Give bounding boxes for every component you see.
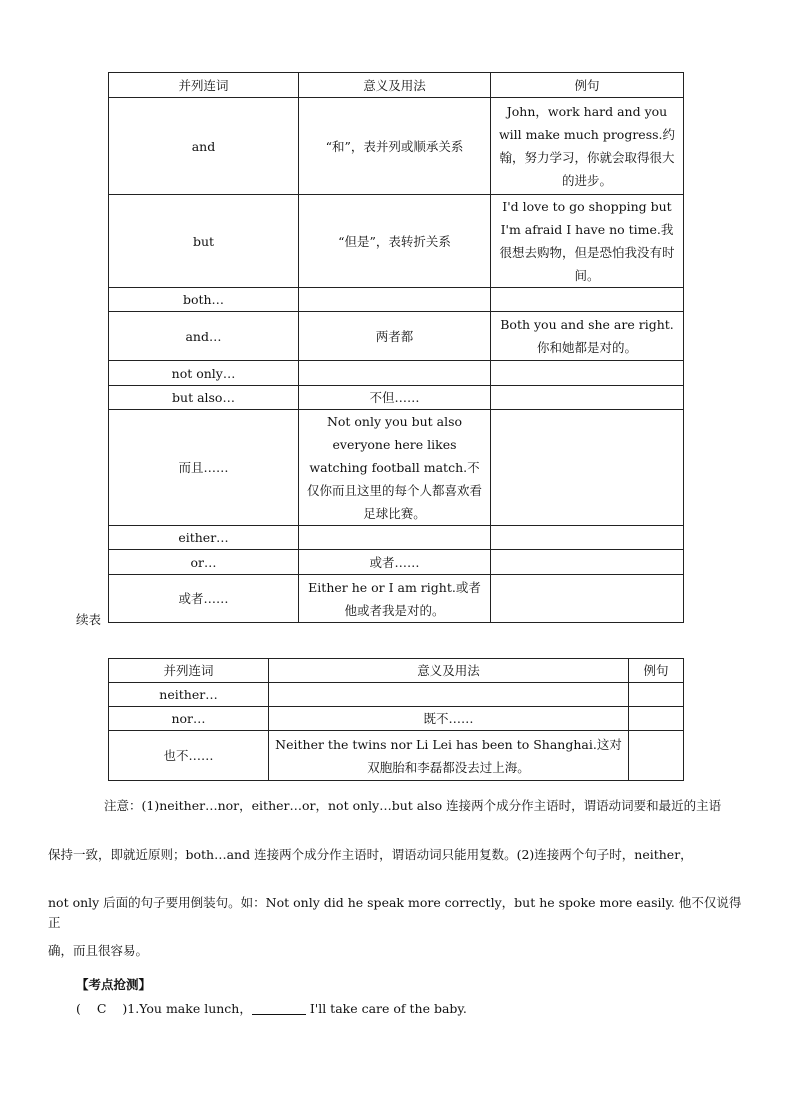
meaning-cell bbox=[269, 683, 629, 707]
header-conjunction: 并列连词 bbox=[109, 73, 299, 98]
conjunction-cell: and… bbox=[109, 312, 299, 361]
header-example: 例句 bbox=[629, 659, 684, 683]
meaning-cell: Not only you but also everyone here likes watching football match.不仅你而且这里的每个人都喜欢看足球比赛。 bbox=[299, 410, 491, 526]
conjunction-cell: and bbox=[109, 98, 299, 195]
meaning-cell: Neither the twins nor Li Lei has been to Shanghai.这对双胞胎和李磊都没去过上海。 bbox=[269, 731, 629, 781]
conjunction-cell: neither… bbox=[109, 683, 269, 707]
table-row bbox=[109, 312, 684, 361]
answer-paren-open: ( bbox=[76, 1001, 81, 1016]
conjunction-cell: but bbox=[109, 195, 299, 288]
meaning-cell bbox=[299, 288, 491, 312]
header-conjunction: 并列连词 bbox=[109, 659, 269, 683]
conjunction-cell: either… bbox=[109, 526, 299, 550]
question-text-after: I'll take care of the baby. bbox=[309, 1001, 467, 1016]
table-row bbox=[109, 731, 684, 781]
answer-choice: C bbox=[96, 1001, 107, 1016]
example-cell bbox=[629, 731, 684, 781]
example-cell bbox=[491, 386, 684, 410]
conjunction-cell: 而且…… bbox=[109, 410, 299, 526]
example-cell bbox=[491, 410, 684, 526]
question-1 bbox=[76, 999, 467, 1019]
meaning-cell: Either he or I am right.或者他或者我是对的。 bbox=[299, 575, 491, 623]
meaning-cell: 不但…… bbox=[299, 386, 491, 410]
example-cell: I'd love to go shopping but I'm afraid I have no time.我很想去购物，但是恐怕我没有时间。 bbox=[491, 195, 684, 288]
meaning-cell: 两者都 bbox=[299, 312, 491, 361]
table-row bbox=[109, 707, 684, 731]
question-number: 1. bbox=[127, 1001, 140, 1016]
meaning-cell: 或者…… bbox=[299, 550, 491, 575]
example-cell bbox=[629, 683, 684, 707]
example-cell bbox=[629, 707, 684, 731]
meaning-cell bbox=[299, 526, 491, 550]
table-row bbox=[109, 683, 684, 707]
example-cell bbox=[491, 526, 684, 550]
table-row bbox=[109, 410, 684, 526]
continued-label: 续表 bbox=[76, 612, 102, 627]
example-cell: John，work hard and you will make much progress.约翰，努力学习，你就会取得很大的进步。 bbox=[491, 98, 684, 195]
conjunction-table bbox=[108, 72, 684, 623]
conjunction-cell: or… bbox=[109, 550, 299, 575]
table-header-row bbox=[109, 73, 684, 98]
table-row bbox=[109, 98, 684, 195]
section-title: 【考点抢测】 bbox=[76, 977, 152, 992]
table-row bbox=[109, 288, 684, 312]
example-cell: Both you and she are right.你和她都是对的。 bbox=[491, 312, 684, 361]
question-text-before: You make lunch， bbox=[139, 1001, 252, 1016]
note-line-3: not only 后面的句子要用倒装句。如：Not only did he speak more correctly，but he spoke more easily. 他不仅说得正 bbox=[48, 895, 742, 930]
meaning-cell: 既不…… bbox=[269, 707, 629, 731]
table-row bbox=[109, 526, 684, 550]
conjunction-table-continued bbox=[108, 658, 684, 781]
table-row bbox=[109, 575, 684, 623]
meaning-cell bbox=[299, 361, 491, 386]
answer-paren-close: ) bbox=[122, 1001, 128, 1016]
conjunction-cell: but also… bbox=[109, 386, 299, 410]
conjunction-cell: both… bbox=[109, 288, 299, 312]
conjunction-cell: 或者…… bbox=[109, 575, 299, 623]
header-example: 例句 bbox=[491, 73, 684, 98]
note-line-4: 确，而且很容易。 bbox=[48, 943, 149, 958]
note-line-2: 保持一致，即就近原则；both…and 连接两个成分作主语时，谓语动词只能用复数。(2)连接两个句子时，neither， bbox=[48, 847, 693, 862]
header-meaning: 意义及用法 bbox=[299, 73, 491, 98]
example-cell bbox=[491, 550, 684, 575]
example-cell bbox=[491, 361, 684, 386]
meaning-cell: “和”，表并列或顺承关系 bbox=[299, 98, 491, 195]
conjunction-cell: not only… bbox=[109, 361, 299, 386]
note-line-1: 注意：(1)neither…nor，either…or，not only…but also 连接两个成分作主语时，谓语动词要和最近的主语 bbox=[104, 798, 722, 813]
table-row bbox=[109, 550, 684, 575]
conjunction-cell: 也不…… bbox=[109, 731, 269, 781]
table-row bbox=[109, 361, 684, 386]
table-row bbox=[109, 195, 684, 288]
table-header-row bbox=[109, 659, 684, 683]
header-meaning: 意义及用法 bbox=[269, 659, 629, 683]
answer-blank bbox=[252, 1002, 306, 1015]
meaning-cell: “但是”，表转折关系 bbox=[299, 195, 491, 288]
example-cell bbox=[491, 288, 684, 312]
example-cell bbox=[491, 575, 684, 623]
table-row bbox=[109, 386, 684, 410]
conjunction-cell: nor… bbox=[109, 707, 269, 731]
